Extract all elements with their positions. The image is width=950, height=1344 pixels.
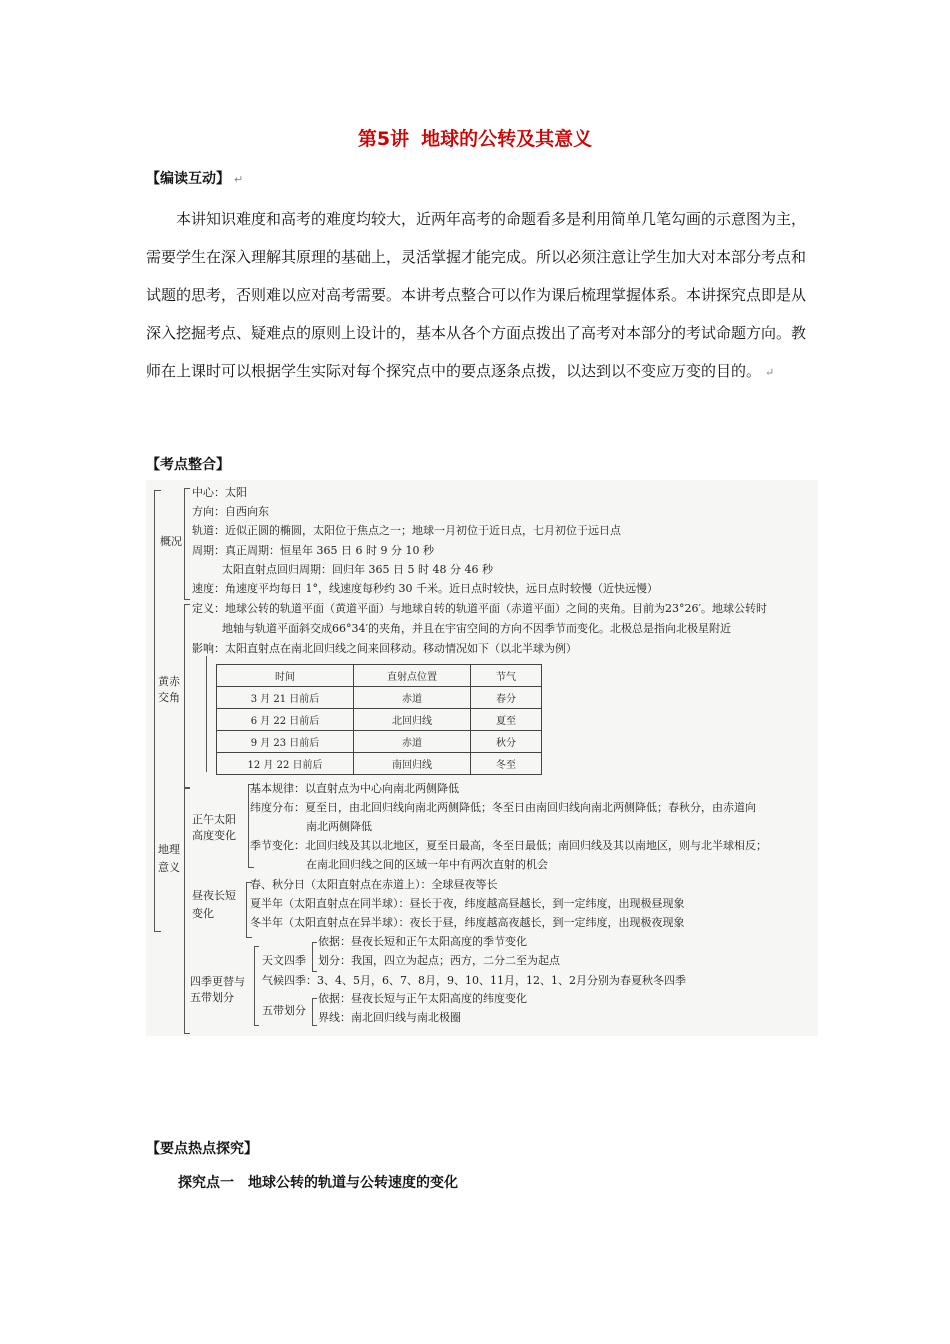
noon-label-2: 高度变化 [192,829,236,842]
noon-latitude-2: 南北两侧降低 [306,820,372,833]
obliquity-label-2: 交角 [158,691,180,704]
obliquity-label-1: 黄赤 [158,675,180,688]
noon-latitude-1: 纬度分布：夏至日，由北回归线向南北两侧降低；冬至日由南回归线向南北两侧降低；春秋分，由赤道向 [250,801,756,814]
overview-period: 周期：真正周期：恒星年 365 日 6 时 9 分 10 秒 [192,544,434,557]
explore-point-text: 地球公转的轨道与公转速度的变化 [248,1175,458,1191]
seasons-bracket [254,946,259,1026]
astro-seasons-label: 天文四季 [262,954,306,967]
noon-label-1: 正午太阳 [192,813,236,826]
section-summary-heading: 【考点整合】 [146,457,230,473]
overview-direction: 方向：自西向东 [192,505,269,518]
intro-paragraph: 本讲知识难度和高考的难度均较大，近两年高考的命题看多是利用简单几笔勾画的示意图为主，需要学生在深入理解其原理的基础上，灵活掌握才能完成。所以必须注意让学生加大对本部分考点和试题的思考，否则难以应对高考需要。本讲考点整合可以作为课后梳理掌握体系。本讲探究点即是从深入挖掘考点、疑难点的原则上设计的，基本从各个方面点拨出了高考对本部分的考试命题方向。教师在上课时可以根据学生实际对每个探究点中的要点逐条点拨，以达到以不变应万变的目的。 ↵ [146,210,807,380]
noon-season-2: 在南北回归线之间的区域一年中有两次直射的机会 [306,858,548,871]
overview-tropical: 太阳直射点回归周期：回归年 365 日 5 时 48 分 46 秒 [222,563,493,576]
astro-basis: 依据：昼夜长短和正午太阳高度的季节变化 [318,935,527,948]
overview-label: 概况 [160,535,182,548]
significance-label-1: 地理 [158,843,180,856]
noon-rule: 基本规律：以直射点为中心向南北两侧降低 [250,782,459,795]
explore-point-1 [178,1172,472,1192]
daylength-winter: 冬半年（太阳直射点在异半球）：夜长于昼，纬度越高夜越长，到一定纬度，出现极夜现象 [250,916,685,929]
overview-orbit: 轨道：近似正圆的椭圆，太阳位于焦点之一；地球一月初位于近日点，七月初位于远日点 [192,524,621,537]
table-row: 3 月 21 日前后 赤道 春分 [217,687,542,709]
obliquity-definition-2: 地轴与轨道平面斜交成66°34′的夹角，并且在宇宙空间的方向不因季节而变化。北极总是指向北极星附近 [222,622,731,635]
obliquity-effect: 影响：太阳直射点在南北回归线之间来回移动。移动情况如下（以北半球为例） [192,642,577,655]
obliquity-definition-1: 定义：地球公转的轨道平面（黄道平面）与地球自转的轨道平面（赤道平面）之间的夹角。目前为23°26′。地球公转时 [192,602,767,615]
noon-bracket [248,784,254,868]
table-row: 9 月 23 日前后 赤道 秋分 [217,731,542,753]
zones-boundary: 界线：南北回归线与南北极圈 [318,1011,461,1024]
overview-bracket [184,488,190,600]
return-mark: ↵ [765,366,775,379]
climate-seasons: 气候四季：3、4、5月，6、7、8月，9、10、11月，12、1、2月分别为春夏秋冬四季 [262,974,686,987]
astro-division: 划分：我国，四立为起点；西方，二分二至为起点 [318,954,560,967]
daylength-label-2: 变化 [192,907,214,920]
zones-basis: 依据：昼夜长短与正午太阳高度的纬度变化 [318,992,527,1005]
explore-point-label: 探究点一 [178,1175,234,1191]
noon-season-1: 季节变化：北回归线及其以北地区，夏至日最高，冬至日最低；南回归线及其以南地区，则与北半球相反； [250,839,767,852]
table-row: 12 月 22 日前后 南回归线 冬至 [217,753,542,775]
concept-map [146,480,818,1036]
lecture-number: 第5讲 [357,128,410,150]
table-row: 6 月 22 日前后 北回归线 夏至 [217,709,542,731]
obliquity-bracket [184,604,190,788]
significance-label-2: 意义 [158,861,180,874]
return-mark: ↵ [234,173,244,186]
overview-speed: 速度：角速度平均每日 1°，线速度每秒约 30 千米。近日点时较快，远日点时较慢（近快远慢） [192,582,658,595]
daylength-label-1: 昼夜长短 [192,889,236,902]
table-header-row: 时间 直射点位置 节气 [217,665,542,687]
subsolar-table [216,664,542,775]
section-explore-heading: 【要点热点探究】 [146,1141,258,1157]
lecture-topic: 地球的公转及其意义 [421,128,593,150]
section-intro-heading: 【编读互动】 ↵ [146,171,244,187]
page-title [0,124,950,151]
seasons-label-1: 四季更替与 [190,975,245,988]
daylength-summer: 夏半年（太阳直射点在同半球）：昼长于夜，纬度越高昼越长，到一定纬度，出现极昼现象 [250,897,685,910]
daylength-equinox: 春、秋分日（太阳直射点在赤道上）：全球昼夜等长 [250,878,498,891]
seasons-label-2: 五带划分 [190,991,234,1004]
five-zones-label: 五带划分 [262,1004,306,1017]
overview-center: 中心：太阳 [192,486,247,499]
